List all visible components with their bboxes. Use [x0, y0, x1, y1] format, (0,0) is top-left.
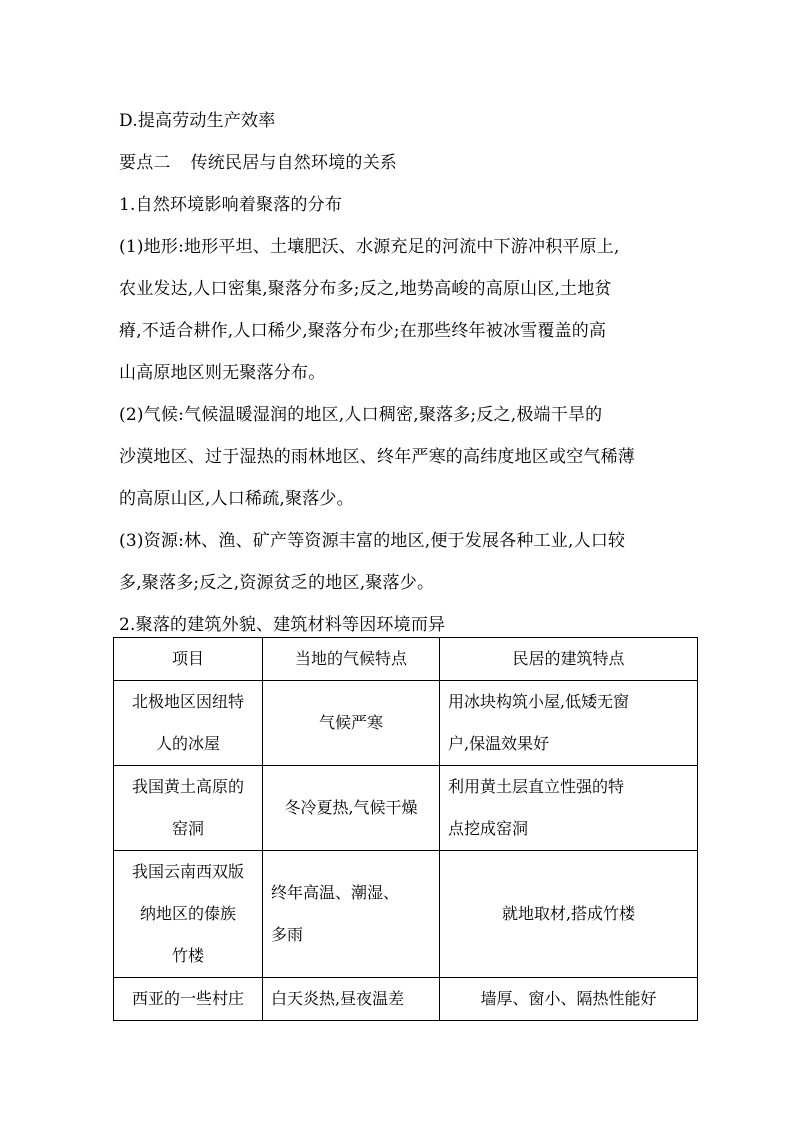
cell-line: 终年高温、潮湿、 [271, 883, 400, 902]
cell-climate [263, 978, 440, 1021]
cell-line: 窑洞 [171, 819, 204, 838]
header-item: 项目 [114, 638, 263, 681]
section-title [119, 142, 684, 184]
cell-feature [440, 978, 698, 1021]
cell-line: 竹楼 [171, 946, 204, 965]
paragraph-line: 山高原地区则无聚落分布。 [119, 363, 326, 383]
resource-paragraph [119, 520, 684, 604]
paragraph-line: 瘠,不适合耕作,人口稀少,聚落分布少;在那些终年被冰雪覆盖的高 [119, 321, 607, 341]
cell-item [114, 681, 263, 766]
cell-line: 户,保温效果好 [448, 734, 550, 753]
cell-climate [263, 681, 440, 766]
subheading-2: 2.聚落的建筑外貌、建筑材料等因环境而异 [119, 615, 446, 635]
table-row [114, 978, 698, 1021]
table-row [114, 851, 698, 978]
header-climate: 当地的气候特点 [263, 638, 440, 681]
cell-line: 用冰块构筑小屋,低矮无窗 [448, 692, 630, 711]
cell-feature [440, 766, 698, 851]
cell-feature [440, 681, 698, 766]
cell-line: 我国黄土高原的 [131, 777, 244, 796]
section-heading: 传统民居与自然环境的关系 [190, 153, 398, 173]
cell-line: 墙厚、窗小、隔热性能好 [480, 989, 657, 1008]
paragraph-line: 农业发达,人口密集,聚落分布多;反之,地势高峻的高原山区,土地贫 [119, 279, 612, 299]
paragraph-line: (2)气候:气候温暖湿润的地区,人口稠密,聚落多;反之,极端干旱的 [119, 405, 603, 425]
table-header-row [114, 638, 698, 681]
cell-line: 人的冰屋 [155, 734, 220, 753]
cell-line: 冬冷夏热,气候干燥 [284, 798, 418, 817]
paragraph-line: 的高原山区,人口稀疏,聚落少。 [119, 489, 354, 509]
cell-line: 利用黄土层直立性强的特 [448, 777, 625, 796]
cell-line: 纳地区的傣族 [139, 904, 236, 923]
document-body [119, 100, 684, 646]
cell-climate [263, 851, 440, 978]
paragraph-line: 沙漠地区、过于湿热的雨林地区、终年严寒的高纬度地区或空气稀薄 [119, 447, 635, 467]
climate-paragraph [119, 394, 684, 520]
cell-item [114, 851, 263, 978]
paragraph-line: 多,聚落多;反之,资源贫乏的地区,聚落少。 [119, 573, 435, 593]
cell-line: 白天炎热,昼夜温差 [271, 989, 405, 1008]
cell-line: 就地取材,搭成竹楼 [501, 904, 636, 923]
cell-item [114, 766, 263, 851]
paragraph-line: (1)地形:地形平坦、土壤肥沃、水源充足的河流中下游冲积平原上, [119, 237, 620, 257]
header-feature: 民居的建筑特点 [440, 638, 698, 681]
option-d: D.提高劳动生产效率 [119, 111, 276, 131]
table-row [114, 766, 698, 851]
cell-line: 北极地区因纽特 [131, 692, 244, 711]
cell-line: 我国云南西双版 [131, 862, 244, 881]
cell-feature [440, 851, 698, 978]
cell-line: 西亚的一些村庄 [131, 989, 244, 1008]
table-row [114, 681, 698, 766]
cell-line: 气候严寒 [318, 713, 383, 732]
cell-climate [263, 766, 440, 851]
cell-item [114, 978, 263, 1021]
cell-line: 点挖成窑洞 [448, 819, 529, 838]
section-number: 要点二 [119, 153, 171, 173]
cell-line: 多雨 [271, 925, 304, 944]
paragraph-line: (3)资源:林、渔、矿产等资源丰富的地区,便于发展各种工业,人口较 [119, 531, 626, 551]
terrain-paragraph [119, 226, 684, 394]
subheading-1: 1.自然环境影响着聚落的分布 [119, 195, 343, 215]
dwelling-table [113, 637, 698, 1021]
